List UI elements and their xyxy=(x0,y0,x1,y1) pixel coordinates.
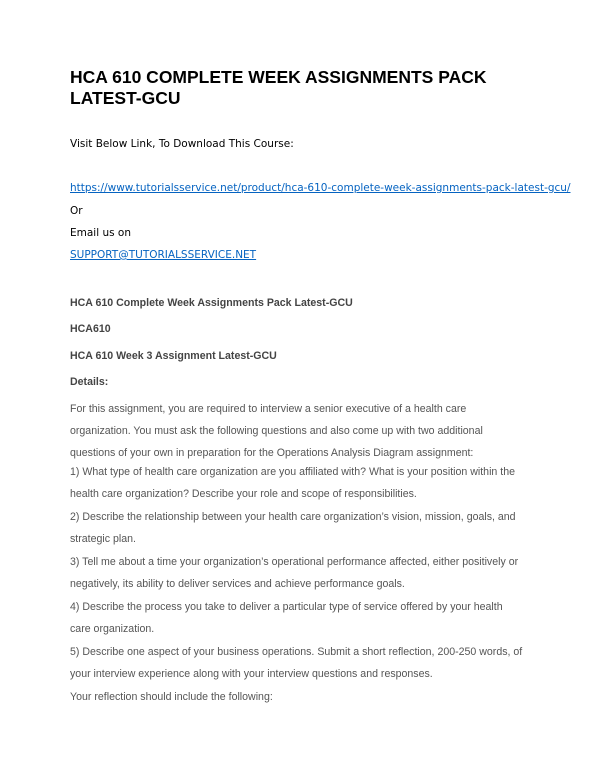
document-title: HCA 610 COMPLETE WEEK ASSIGNMENTS PACK LATEST-GCU xyxy=(70,67,487,108)
question-3: 3) Tell me about a time your organization’s operational performance affected, either positively or negatively, its ability to deliver services and achieve performance goals. xyxy=(70,556,519,590)
or-text: Or xyxy=(70,205,83,217)
pack-heading: HCA 610 Complete Week Assignments Pack Latest-GCU xyxy=(70,297,353,309)
question-4: 4) Describe the process you take to deliver a particular type of service offered by your health care organization. xyxy=(70,601,503,635)
reflection-intro: Your reflection should include the following: xyxy=(70,691,273,703)
question-2: 2) Describe the relationship between your health care organization’s vision, mission, goals, and strategic plan. xyxy=(70,511,516,545)
course-code: HCA610 xyxy=(70,323,111,335)
question-5: 5) Describe one aspect of your business operations. Submit a short reflection, 200-250 words, of your interview experience along with your interview questions and responses. xyxy=(70,646,523,680)
week-heading: HCA 610 Week 3 Assignment Latest-GCU xyxy=(70,350,277,362)
download-intro: Visit Below Link, To Download This Course: xyxy=(70,138,294,150)
details-label: Details: xyxy=(70,376,109,388)
email-label: Email us on xyxy=(70,227,132,239)
question-1: 1) What type of health care organization are you affiliated with? What is your position within the health care organization? Describe your role and scope of responsibilities. xyxy=(70,466,515,500)
course-link[interactable]: https://www.tutorialsservice.net/product/hca-610-complete-week-assignments-pack-latest-gcu/ xyxy=(70,182,571,194)
support-email-link[interactable]: SUPPORT@TUTORIALSSERVICE.NET xyxy=(70,249,257,261)
paragraph-intro: For this assignment, you are required to interview a senior executive of a health care organization. You must ask the following questions and also come up with two additional questions of your own in preparation for the Operations Analysis Diagram assignment: xyxy=(70,403,483,459)
